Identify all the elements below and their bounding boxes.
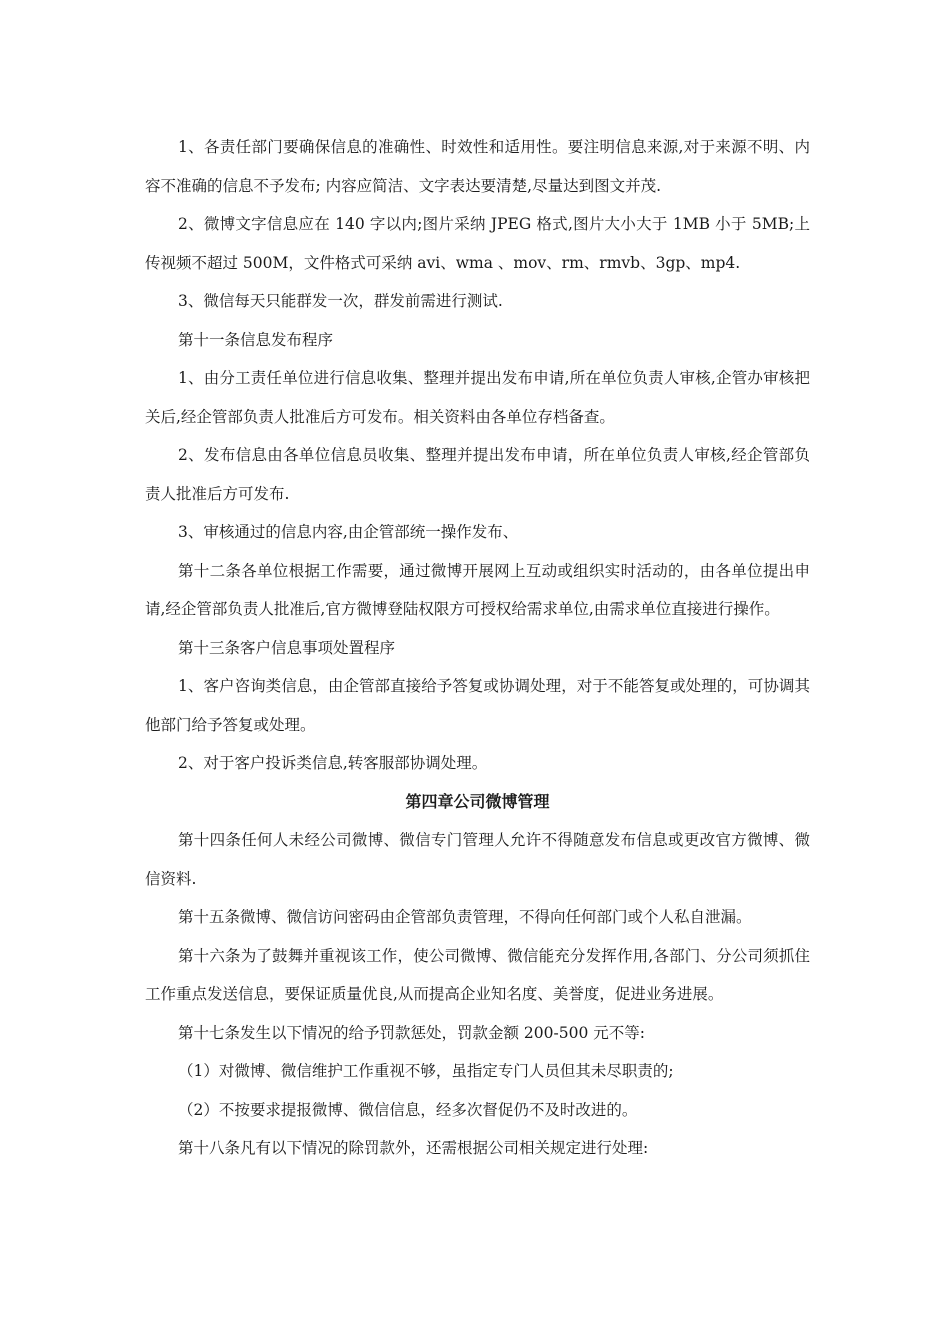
- article-14: 第十四条任何人未经公司微博、微信专门管理人允许不得随意发布信息或更改官方微博、微信资料.: [145, 831, 810, 888]
- article-13-heading: 第十三条客户信息事项处置程序: [178, 638, 396, 657]
- paragraph-5: 2、发布信息由各单位信息员收集、整理并提出发布申请，所在单位负责人审核,经企管部负责人批准后方可发布.: [145, 446, 810, 503]
- article-11-heading: 第十一条信息发布程序: [178, 330, 334, 349]
- article-17-item-2: （2）不按要求提报微博、微信信息，经多次督促仍不及时改进的。: [178, 1100, 638, 1119]
- article-12: 第十二条各单位根据工作需要，通过微博开展网上互动或组织实时活动的，由各单位提出申请,经企管部负责人批准后,官方微博登陆权限方可授权给需求单位,由需求单位直接进行操作。: [145, 561, 810, 618]
- paragraph-8: 2、对于客户投诉类信息,转客服部协调处理。: [178, 754, 488, 772]
- paragraph-4: 1、由分工责任单位进行信息收集、整理并提出发布申请,所在单位负责人审核,企管办审核把关后,经企管部负责人批准后方可发布。相关资料由各单位存档备查。: [145, 369, 810, 426]
- article-17: 第十七条发生以下情况的给予罚款惩处，罚款金额 200-500 元不等:: [178, 1023, 645, 1042]
- article-18: 第十八条凡有以下情况的除罚款外，还需根据公司相关规定进行处理:: [178, 1139, 649, 1157]
- paragraph-6: 3、审核通过的信息内容,由企管部统一操作发布、: [178, 523, 519, 541]
- paragraph-1: 1、各责任部门要确保信息的准确性、时效性和适用性。要注明信息来源,对于来源不明、内容不准确的信息不予发布; 内容应简洁、文字表达要清楚,尽量达到图文并茂.: [145, 138, 810, 195]
- article-15: 第十五条微博、微信访问密码由企管部负责管理，不得向任何部门或个人私自泄漏。: [178, 908, 752, 926]
- document-body: [145, 128, 810, 1168]
- article-17-item-1: （1）对微博、微信维护工作重视不够，虽指定专门人员但其未尽职责的;: [178, 1062, 674, 1080]
- paragraph-2: 2、微博文字信息应在 140 字以内;图片采纳 JPEG 格式,图片大小大于 1MB 小于 5MB;上传视频不超过 500M，文件格式可采纳 avi、wma 、mov、rm、rmvb、3gp、mp4.: [145, 215, 810, 272]
- paragraph-3: 3、微信每天只能群发一次，群发前需进行测试.: [178, 292, 503, 310]
- chapter-heading: 第四章公司微博管理: [405, 791, 550, 811]
- article-16: 第十六条为了鼓舞并重视该工作，使公司微博、微信能充分发挥作用,各部门、分公司须抓住工作重点发送信息，要保证质量优良,从而提高企业知名度、美誉度，促进业务进展。: [145, 946, 810, 1003]
- paragraph-7: 1、客户咨询类信息，由企管部直接给予答复或协调处理，对于不能答复或处理的，可协调其他部门给予答复或处理。: [145, 677, 810, 734]
